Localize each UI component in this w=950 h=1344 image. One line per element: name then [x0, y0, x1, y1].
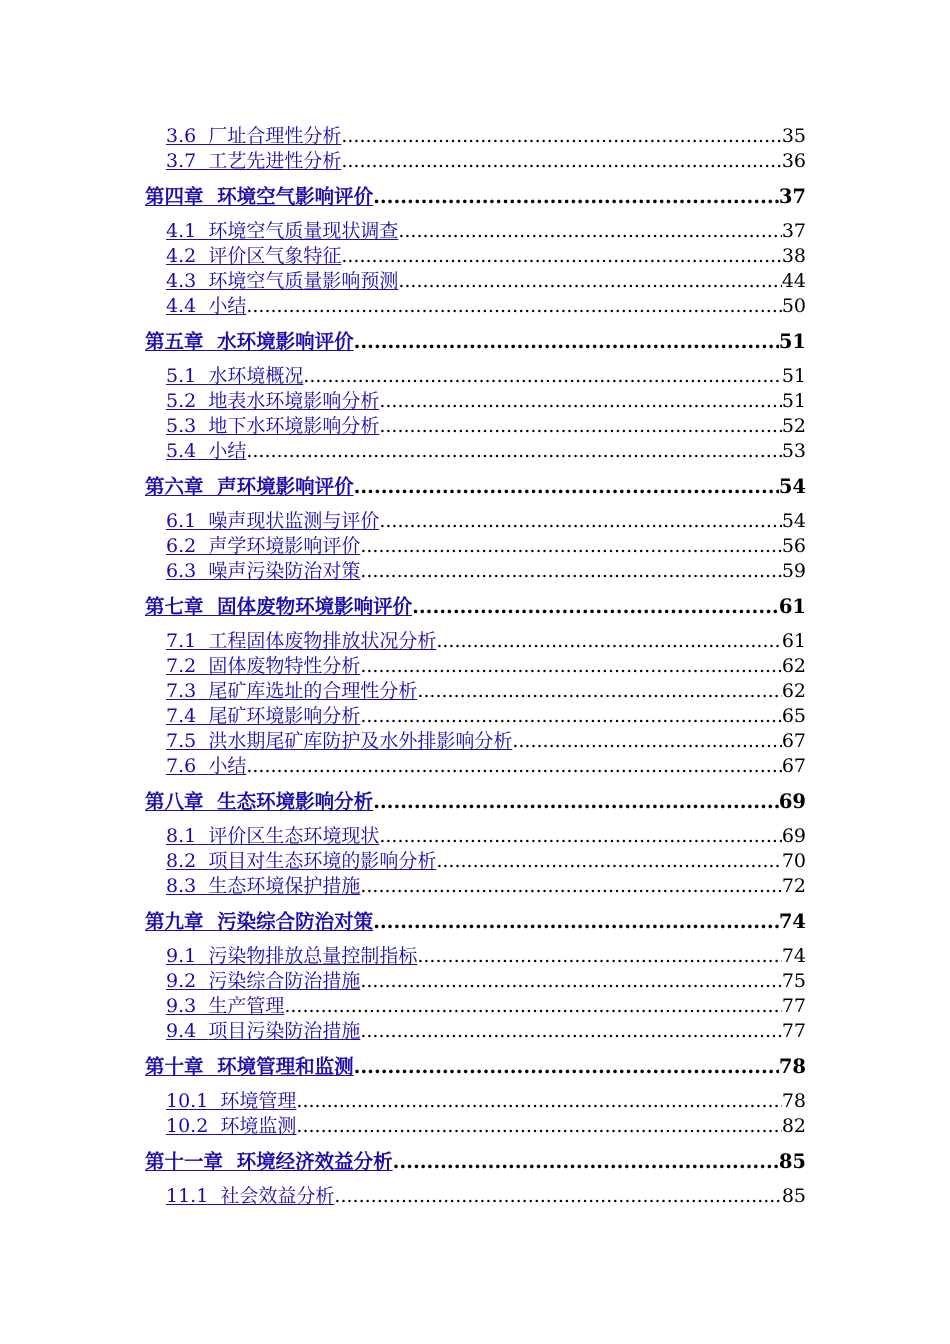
toc-section-entry: [166, 124, 806, 149]
toc-entry-title: 小结: [208, 755, 247, 777]
toc-section-entry: [166, 364, 806, 389]
toc-section-entry: [166, 534, 806, 559]
toc-chapter-entry: [145, 474, 806, 500]
toc-page-number: 61: [778, 595, 806, 618]
toc-page-number: 70: [781, 850, 806, 872]
dot-leader: [398, 219, 781, 244]
toc-page-number: 44: [781, 270, 806, 292]
toc-entry-number: 8.1: [166, 825, 197, 847]
dot-leader: [417, 944, 781, 969]
toc-entry-number: 11.1: [166, 1185, 209, 1207]
toc-entry-number: 7.6: [166, 755, 197, 777]
toc-section-link[interactable]: [166, 124, 341, 149]
dot-leader: [373, 789, 779, 815]
toc-entry-number: 7.4: [166, 705, 197, 727]
toc-section-entry: [166, 679, 806, 704]
toc-page-number: 82: [781, 1115, 806, 1137]
toc-section-entry: [166, 729, 806, 754]
toc-section-entry: [166, 994, 806, 1019]
toc-page-number: 37: [781, 220, 806, 242]
dot-leader: [334, 1184, 781, 1209]
dot-leader: [393, 1149, 779, 1175]
toc-entry-number: 3.7: [166, 150, 197, 172]
toc-section-entry: [166, 654, 806, 679]
toc-entry-title: 生产管理: [208, 995, 285, 1017]
dot-leader: [303, 364, 781, 389]
dot-leader: [341, 124, 781, 149]
toc-section-link[interactable]: [166, 364, 303, 389]
toc-entry-number: 7.1: [166, 630, 197, 652]
toc-entry-title: 工程固体废物排放状况分析: [208, 630, 437, 652]
toc-page-number: 62: [781, 680, 806, 702]
toc-section-entry: [166, 969, 806, 994]
dot-leader: [354, 329, 779, 355]
toc-entry-number: 4.1: [166, 220, 197, 242]
toc-chapter-link[interactable]: [145, 329, 354, 355]
toc-page-number: 53: [781, 440, 806, 462]
dot-leader: [354, 1054, 779, 1080]
toc-chapter-entry: [145, 594, 806, 620]
toc-page-number: 85: [778, 1150, 806, 1173]
dot-leader: [360, 654, 781, 679]
toc-section-link[interactable]: [166, 269, 398, 294]
dot-leader: [512, 729, 781, 754]
toc-entry-number: 6.2: [166, 535, 197, 557]
toc-entry-title: 生态环境保护措施: [208, 875, 361, 897]
toc-chapter-entry: [145, 1054, 806, 1080]
toc-entry-title: 固体废物环境影响评价: [217, 595, 413, 618]
toc-entry-number: 第四章: [145, 185, 204, 208]
toc-page-number: 67: [781, 730, 806, 752]
toc-section-link[interactable]: [166, 849, 436, 874]
toc-entry-number: 7.5: [166, 730, 197, 752]
toc-entry-title: 水环境概况: [208, 365, 304, 387]
dot-leader: [436, 849, 781, 874]
toc-entry-title: 污染综合防治措施: [208, 970, 361, 992]
toc-entry-title: 声环境影响评价: [217, 475, 354, 498]
dot-leader: [436, 629, 781, 654]
toc-chapter-link[interactable]: [145, 789, 373, 815]
toc-section-link[interactable]: [166, 509, 379, 534]
toc-chapter-link[interactable]: [145, 184, 373, 210]
toc-entry-number: 第九章: [145, 910, 204, 933]
toc-entry-number: 9.3: [166, 995, 197, 1017]
toc-chapter-entry: [145, 1149, 806, 1175]
toc-entry-title: 项目污染防治措施: [208, 1020, 361, 1042]
toc-entry-title: 厂址合理性分析: [208, 125, 342, 147]
dot-leader: [360, 534, 781, 559]
toc-page-number: 78: [778, 1055, 806, 1078]
toc-entry-title: 环境空气影响评价: [217, 185, 374, 208]
toc-section-link[interactable]: [166, 414, 379, 439]
toc-chapter-link[interactable]: [145, 594, 412, 620]
dot-leader: [354, 474, 779, 500]
toc-entry-number: 8.3: [166, 875, 197, 897]
toc-page-number: 65: [781, 705, 806, 727]
toc-section-link[interactable]: [166, 1019, 360, 1044]
toc-page-number: 52: [781, 415, 806, 437]
toc-entry-number: 9.4: [166, 1020, 197, 1042]
toc-section-link[interactable]: [166, 679, 417, 704]
dot-leader: [379, 509, 781, 534]
toc-entry-title: 污染物排放总量控制指标: [208, 945, 418, 967]
toc-page-number: 69: [778, 790, 806, 813]
dot-leader: [360, 969, 781, 994]
toc-entry-number: 3.6: [166, 125, 197, 147]
toc-entry-number: 4.2: [166, 245, 197, 267]
toc-entry-title: 水环境影响评价: [217, 330, 354, 353]
toc-entry-number: 6.1: [166, 510, 197, 532]
toc-entry-title: 洪水期尾矿库防护及水外排影响分析: [208, 730, 513, 752]
toc-chapter-link[interactable]: [145, 909, 373, 935]
dot-leader: [296, 1089, 781, 1114]
toc-section-link[interactable]: [166, 704, 360, 729]
toc-section-entry: [166, 294, 806, 319]
toc-entry-number: 8.2: [166, 850, 197, 872]
toc-page-number: 74: [781, 945, 806, 967]
toc-entry-number: 第八章: [145, 790, 204, 813]
toc-chapter-entry: [145, 909, 806, 935]
toc-chapter-entry: [145, 329, 806, 355]
toc-section-link[interactable]: [166, 874, 360, 899]
toc-entry-title: 环境管理和监测: [217, 1055, 354, 1078]
toc-entry-title: 环境空气质量影响预测: [208, 270, 399, 292]
toc-page-number: 38: [781, 245, 806, 267]
toc-entry-number: 第十一章: [145, 1150, 224, 1173]
toc-section-link[interactable]: [166, 389, 379, 414]
dot-leader: [412, 594, 779, 620]
toc-chapter-link[interactable]: [145, 1149, 393, 1175]
toc-section-entry: [166, 1184, 806, 1209]
toc-entry-number: 7.2: [166, 655, 197, 677]
toc-entry-number: 5.1: [166, 365, 197, 387]
toc-entry-title: 环境空气质量现状调查: [208, 220, 399, 242]
dot-leader: [296, 1114, 781, 1139]
toc-entry-title: 小结: [208, 295, 247, 317]
toc-section-entry: [166, 389, 806, 414]
dot-leader: [379, 389, 781, 414]
toc-entry-title: 地下水环境影响分析: [208, 415, 380, 437]
toc-entry-title: 固体废物特性分析: [208, 655, 361, 677]
toc-entry-title: 地表水环境影响分析: [208, 390, 380, 412]
dot-leader: [284, 994, 781, 1019]
toc-page-number: 67: [781, 755, 806, 777]
toc-entry-number: 第五章: [145, 330, 204, 353]
toc-section-link[interactable]: [166, 149, 341, 174]
toc-page-number: 51: [781, 390, 806, 412]
toc-entry-number: 第六章: [145, 475, 204, 498]
toc-section-link[interactable]: [166, 654, 360, 679]
toc-section-entry: [166, 1089, 806, 1114]
toc-page-number: 62: [781, 655, 806, 677]
toc-entry-number: 9.1: [166, 945, 197, 967]
toc-section-entry: [166, 874, 806, 899]
toc-section-entry: [166, 824, 806, 849]
dot-leader: [246, 439, 781, 464]
toc-entry-number: 7.3: [166, 680, 197, 702]
toc-section-link[interactable]: [166, 219, 398, 244]
toc-section-entry: [166, 629, 806, 654]
dot-leader: [246, 754, 781, 779]
toc-section-entry: [166, 1114, 806, 1139]
toc-entry-number: 5.4: [166, 440, 197, 462]
toc-entry-title: 尾矿环境影响分析: [208, 705, 361, 727]
dot-leader: [360, 559, 781, 584]
toc-section-entry: [166, 149, 806, 174]
dot-leader: [398, 269, 781, 294]
toc-section-link[interactable]: [166, 754, 246, 779]
toc-section-link[interactable]: [166, 534, 360, 559]
toc-page-number: 50: [781, 295, 806, 317]
toc-entry-title: 项目对生态环境的影响分析: [208, 850, 437, 872]
toc-section-link[interactable]: [166, 439, 246, 464]
toc-section-entry: [166, 849, 806, 874]
dot-leader: [379, 414, 781, 439]
toc-page-number: 51: [778, 330, 806, 353]
toc-section-link[interactable]: [166, 729, 512, 754]
toc-entry-title: 噪声现状监测与评价: [208, 510, 380, 532]
dot-leader: [360, 874, 781, 899]
toc-entry-number: 5.2: [166, 390, 197, 412]
toc-entry-title: 环境经济效益分析: [236, 1150, 393, 1173]
dot-leader: [246, 294, 781, 319]
toc-page-number: 35: [781, 125, 806, 147]
toc-entry-number: 5.3: [166, 415, 197, 437]
dot-leader: [341, 149, 781, 174]
toc-section-entry: [166, 244, 806, 269]
toc-page-number: 78: [781, 1090, 806, 1112]
dot-leader: [379, 824, 781, 849]
toc-page-number: 37: [778, 185, 806, 208]
toc-section-link[interactable]: [166, 1089, 296, 1114]
toc-entry-number: 第七章: [145, 595, 204, 618]
toc-entry-title: 评价区生态环境现状: [208, 825, 380, 847]
toc-section-link[interactable]: [166, 559, 360, 584]
toc-entry-title: 小结: [208, 440, 247, 462]
toc-entry-title: 工艺先进性分析: [208, 150, 342, 172]
toc-entry-title: 评价区气象特征: [208, 245, 342, 267]
dot-leader: [373, 184, 779, 210]
toc-page-number: 36: [781, 150, 806, 172]
toc-chapter-entry: [145, 789, 806, 815]
toc-page-number: 69: [781, 825, 806, 847]
toc-page-number: 59: [781, 560, 806, 582]
toc-section-link[interactable]: [166, 994, 284, 1019]
toc-section-entry: [166, 944, 806, 969]
toc-page-number: 72: [781, 875, 806, 897]
toc-entry-number: 4.4: [166, 295, 197, 317]
dot-leader: [417, 679, 781, 704]
toc-page-number: 61: [781, 630, 806, 652]
toc-entry-title: 污染综合防治对策: [217, 910, 374, 933]
toc-section-entry: [166, 439, 806, 464]
toc-page-number: 75: [781, 970, 806, 992]
toc-entry-number: 9.2: [166, 970, 197, 992]
toc-section-link[interactable]: [166, 969, 360, 994]
toc-section-entry: [166, 269, 806, 294]
toc-page-number: 77: [781, 995, 806, 1017]
toc-section-entry: [166, 219, 806, 244]
toc-entry-number: 第十章: [145, 1055, 204, 1078]
toc-section-entry: [166, 754, 806, 779]
toc-page-number: 74: [778, 910, 806, 933]
toc-section-link[interactable]: [166, 1184, 334, 1209]
toc-entry-title: 社会效益分析: [220, 1185, 335, 1207]
toc-entry-title: 噪声污染防治对策: [208, 560, 361, 582]
toc-chapter-link[interactable]: [145, 1054, 354, 1080]
toc-page-number: 51: [781, 365, 806, 387]
toc-section-entry: [166, 1019, 806, 1044]
toc-entry-title: 声学环境影响评价: [208, 535, 361, 557]
toc-chapter-entry: [145, 184, 806, 210]
toc-section-entry: [166, 509, 806, 534]
toc-entry-title: 环境管理: [220, 1090, 297, 1112]
toc-entry-number: 4.3: [166, 270, 197, 292]
toc-section-link[interactable]: [166, 294, 246, 319]
toc-page-number: 77: [781, 1020, 806, 1042]
dot-leader: [373, 909, 779, 935]
toc-section-link[interactable]: [166, 824, 379, 849]
toc-section-link[interactable]: [166, 944, 417, 969]
toc-page-number: 85: [781, 1185, 806, 1207]
toc-page-number: 54: [778, 475, 806, 498]
toc-chapter-link[interactable]: [145, 474, 354, 500]
dot-leader: [341, 244, 781, 269]
toc-entry-number: 10.1: [166, 1090, 209, 1112]
toc-entry-title: 生态环境影响分析: [217, 790, 374, 813]
toc-section-link[interactable]: [166, 1114, 296, 1139]
toc-section-entry: [166, 414, 806, 439]
dot-leader: [360, 1019, 781, 1044]
dot-leader: [360, 704, 781, 729]
toc-entry-title: 环境监测: [220, 1115, 297, 1137]
toc-section-link[interactable]: [166, 244, 341, 269]
toc-entry-number: 6.3: [166, 560, 197, 582]
toc-page-number: 54: [781, 510, 806, 532]
toc-entry-title: 尾矿库选址的合理性分析: [208, 680, 418, 702]
toc-entry-number: 10.2: [166, 1115, 209, 1137]
toc-section-entry: [166, 559, 806, 584]
toc-section-link[interactable]: [166, 629, 436, 654]
toc-page-number: 56: [781, 535, 806, 557]
toc-section-entry: [166, 704, 806, 729]
